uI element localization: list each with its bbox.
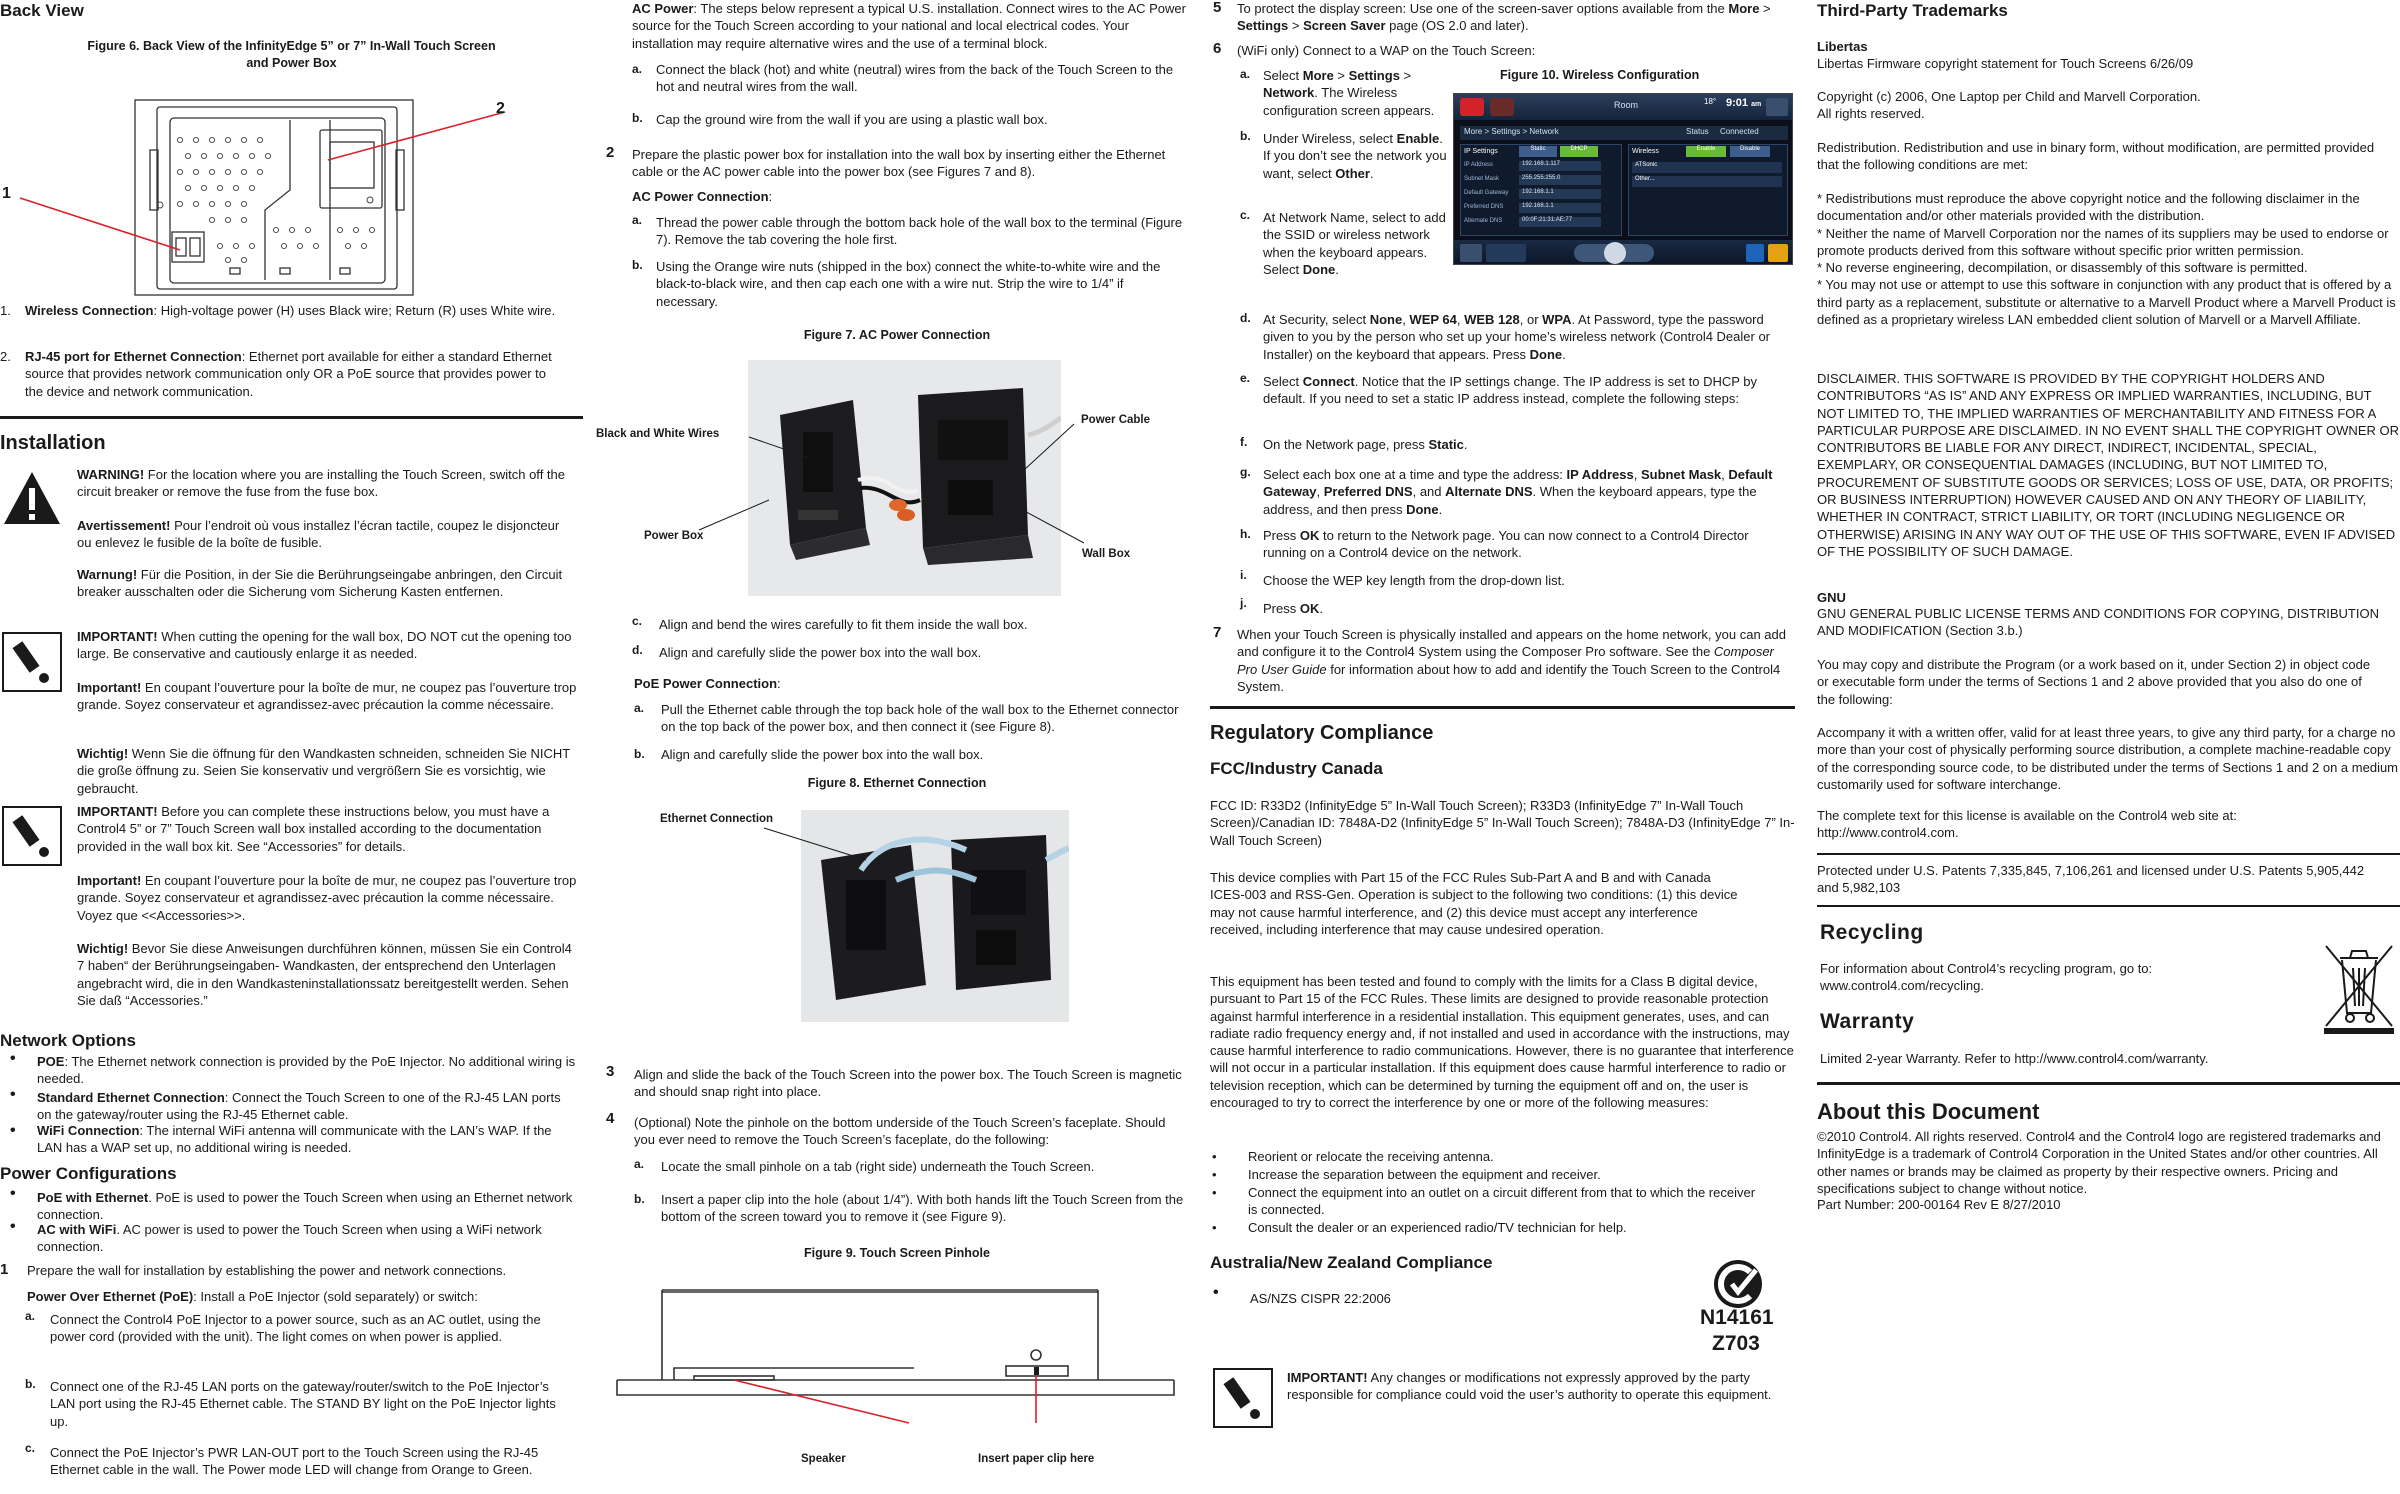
- step-4-text: (Optional) Note the pinhole on the bottom underside of the Touch Screen’s faceplate. Should you ever need to remove the Touch Screen’s faceplate, do the following:: [634, 1115, 1166, 1148]
- section-rule: [0, 416, 583, 419]
- step-6j-text: Press OK.: [1263, 601, 1323, 616]
- bullet-icon: •: [1212, 1167, 1217, 1182]
- bullet-icon: •: [10, 1122, 16, 1139]
- important-3-text: IMPORTANT! Any changes or modifications not expressly approved by the party responsible for compliance could void the user’s authority to operate this equipment.: [1287, 1370, 1772, 1403]
- power-configurations-title: Power Configurations: [0, 1164, 177, 1183]
- weee-crossed-bin-icon: [2320, 938, 2398, 1036]
- ac-a-text: Connect the black (hot) and white (neutral) wires from the back of the Touch Screen to the hot and neutral wires from the wall.: [656, 62, 1174, 95]
- fcc-measure: Reorient or relocate the receiving antenna.: [1248, 1149, 1494, 1164]
- fig10-ip-value[interactable]: 255.255.255.0: [1519, 175, 1601, 185]
- figure-8-label-ethernet-connection: Ethernet Connection: [660, 813, 774, 825]
- warning-triangle-icon: [2, 470, 62, 526]
- fcc-measure: Increase the separation between the equipment and receiver.: [1248, 1167, 1601, 1182]
- step-2d-letter: d.: [632, 643, 643, 657]
- item-2-number: 2.: [0, 349, 11, 364]
- fig10-ip-row-label: Subnet Mask: [1464, 176, 1500, 182]
- section-rule: [1817, 853, 2400, 855]
- bullet-icon: •: [1212, 1149, 1217, 1164]
- fig10-wireless-panel: [1628, 144, 1788, 236]
- fig10-ssid-row[interactable]: ATSonic: [1632, 162, 1782, 173]
- step-6b-letter: b.: [1240, 129, 1251, 143]
- column-3: [1210, 0, 1795, 1494]
- fig10-back-icon: [1460, 98, 1484, 116]
- step-2-number: 2: [606, 144, 615, 161]
- warning-english: WARNING! For the location where you are installing the Touch Screen, switch off the circuit breaker or remove the fuse from the fuse box.: [77, 467, 565, 500]
- step-4b-letter: b.: [634, 1192, 645, 1206]
- step-2c-letter: c.: [632, 614, 643, 628]
- figure-6-caption-line-1: Figure 6. Back View of the InfinityEdge 5” or 7” In-Wall Touch Screen: [87, 39, 496, 53]
- step-1-number: 1: [0, 1261, 9, 1278]
- step-2b-text: Using the Orange wire nuts (shipped in the box) connect the white-to-white wire and the black-to-black wire, and then cap each one with a wire nut. Strip the wire to 1/4” if necessary.: [656, 259, 1161, 309]
- fig10-nav-icon[interactable]: [1486, 244, 1526, 262]
- gnu-heading: GNU: [1817, 590, 1846, 605]
- redistribution-conditions: * Redistributions must reproduce the above copyright notice and the following disclaimer in the documentation and/or other materials provided with the distribution. * Neither the name of Marvell Corporation nor the names of its suppliers may be used to endorse or promote products derived from this software without specific prior written permission. * No reverse engineering, decompilation, or disassembly of this software is permitted. * You may not use or attempt to use this software in conjunction with any product that is offered by a third party as a replacement, substitute or alternative to a Marvell Product where a Marvell Product is defined as a proprietary wireless LAN embedded client solution of Marvell or a Marvell Affiliate.: [1817, 191, 2396, 327]
- ac-connection-heading: AC Power Connection:: [632, 189, 773, 204]
- column-1: [0, 0, 583, 1494]
- all-rights-reserved: All rights reserved.: [1817, 106, 1925, 121]
- redistribution-text: Redistribution. Redistribution and use in binary form, without modification, are permitted provided that the following conditions are met:: [1817, 140, 2375, 173]
- poe-b-text: Align and carefully slide the power box into the wall box.: [661, 747, 984, 762]
- step-4b-text: Insert a paper clip into the hole (about 1/4”). With both hands lift the Touch Screen from the bottom of the screen toward you to remove it (see Figure 9).: [661, 1192, 1184, 1225]
- ac-b-letter: b.: [632, 111, 643, 125]
- fig10-ip-value[interactable]: 192.168.1.1: [1519, 203, 1601, 213]
- fig10-star-icon[interactable]: [1768, 244, 1788, 262]
- step-6-number: 6: [1213, 40, 1222, 57]
- fcc-measure: Connect the equipment into an outlet on a circuit different from that to which the receiver is connected.: [1248, 1185, 1756, 1218]
- fig10-wireless-label: Wireless: [1632, 148, 1659, 155]
- step-1b-letter: b.: [25, 1377, 36, 1391]
- important-1-english: IMPORTANT! When cutting the opening for the wall box, DO NOT cut the opening too large. Be conservative and cautiously enlarge it as needed.: [77, 629, 572, 662]
- step-5-text: To protect the display screen: Use one of the screen-saver options available from the More > Settings > Screen Saver page (OS 2.0 and later).: [1237, 1, 1771, 34]
- fig10-enable-button[interactable]: Enable: [1686, 146, 1726, 157]
- bullet-icon: •: [10, 1185, 16, 1202]
- fcc-paragraph-2: This device complies with Part 15 of the FCC Rules Sub-Part A and B and with Canada ICES-003 and RSS-Gen. Operation is subject to the following two conditions: (1) this device may not cause harmful interference, and (2) this device must accept any interference received, including interference that may cause undesired operation.: [1210, 870, 1738, 937]
- fig10-ip-row-label: Preferred DNS: [1464, 204, 1504, 210]
- section-rule: [1210, 706, 1795, 709]
- fig10-ip-value[interactable]: 192.168.1.1: [1519, 189, 1601, 199]
- fig10-ip-settings-label: IP Settings: [1464, 148, 1498, 155]
- figure-6-callout-2: 2: [496, 100, 505, 117]
- fcc-industry-canada-title: FCC/Industry Canada: [1210, 759, 1383, 778]
- step-6e-letter: e.: [1240, 371, 1251, 385]
- step-1a-letter: a.: [25, 1309, 36, 1323]
- step-4a-letter: a.: [634, 1157, 645, 1171]
- ac-power-intro: AC Power: The steps below represent a typical U.S. installation. Connect wires to the AC Power source for the Touch Screen according to your national and local electrical codes. Your installation may require alternative wires and the use of a terminal block.: [632, 1, 1186, 51]
- step-6d-text: At Security, select None, WEP 64, WEB 128, or WPA. At Password, type the password given to you by the person who set up your home’s wireless network (Control4 Dealer or Installer) on the keyboard that appears. Press Done.: [1263, 312, 1771, 362]
- disclaimer-text: DISCLAIMER. THIS SOFTWARE IS PROVIDED BY THE COPYRIGHT HOLDERS AND CONTRIBUTORS “AS IS” AND ANY EXPRESS OR IMPLIED WARRANTIES, INCLUDING, BUT NOT LIMITED TO, THE IMPLIED WARRANTIES OF MERCHANTABILITY AND FITNESS FOR A PARTICULAR PURPOSE ARE DISCLAIMED. IN NO EVENT SHALL THE COPYRIGHT OWNER OR CONTRIBUTORS BE LIABLE FOR ANY DIRECT, INDIRECT, INCIDENTAL, SPECIAL, EXEMPLARY, OR CONSEQUENTIAL DAMAGES (INCLUDING, BUT NOT LIMITED TO, PROCUREMENT OF SUBSTITUTE GOODS OR SERVICES; LOSS OF USE, DATA, OR PROFITS; OR BUSINESS INTERRUPTION) HOWEVER CAUSED AND ON ANY THEORY OF LIABILITY, WHETHER IN CONTRACT, STRICT LIABILITY, OR TORT (INCLUDING NEGLIGENCE OR OTHERWISE) ARISING IN ANY WAY OUT OF THE USE OF THIS SOFTWARE, EVEN IF ADVISED OF THE POSSIBILITY OF SUCH DAMAGE.: [1817, 371, 2399, 559]
- fig10-ip-value[interactable]: 192.168.1.117: [1519, 161, 1601, 171]
- network-options-title: Network Options: [0, 1031, 137, 1050]
- network-option-wifi: WiFi Connection: The internal WiFi antenna will communicate with the LAN’s WAP. If the LAN has a WAP set up, no additional wiring is needed.: [37, 1123, 552, 1156]
- step-6-text: (WiFi only) Connect to a WAP on the Touch Screen:: [1237, 43, 1536, 58]
- poe-a-text: Pull the Ethernet cable through the top back hole of the wall box to the Ethernet connector on the top back of the power box, and then connect it (see Figure 8).: [661, 702, 1179, 735]
- step-6a-text: Select More > Settings > Network. The Wireless configuration screen appears.: [1263, 68, 1435, 118]
- item-2-text: RJ-45 port for Ethernet Connection: Ethernet port available for either a standard Ethernet source that provides network communication only OR a PoE source that provides power to the device and network communication.: [25, 349, 552, 399]
- step-6c-letter: c.: [1240, 208, 1251, 222]
- important-2-german: Wichtig! Bevor Sie diese Anweisungen durchführen können, müssen Sie ein Control4 7 haben“ der Berührungseingaben- Wandkasten, der entsprechend den Unterlagen angebracht wird, die in den Wandkasteninstallationssatz bereitgestellt werden. Sehen Sie daß “Accessories.”: [77, 941, 572, 1008]
- column-2: [596, 0, 1186, 1494]
- step-2b-letter: b.: [632, 258, 643, 272]
- bullet-icon: •: [10, 1218, 16, 1235]
- figure-6-caption-line-2: and Power Box: [246, 56, 337, 70]
- fig10-ip-row-label: Default Gateway: [1464, 190, 1509, 196]
- figure-7-label-black-white-wires: Black and White Wires: [596, 428, 720, 440]
- step-1b-text: Connect one of the RJ-45 LAN ports on the gateway/router/switch to the PoE Injector’s LAN port using the RJ-45 Ethernet cable. The STAND BY light on the PoE Injector lights up.: [50, 1379, 556, 1429]
- figure-7-caption: Figure 7. AC Power Connection: [803, 328, 991, 342]
- column-4: [1817, 0, 2400, 1494]
- bullet-icon: •: [1212, 1185, 1217, 1200]
- step-1c-text: Connect the PoE Injector’s PWR LAN-OUT port to the Touch Screen using the RJ-45 Ethernet cable in the wall. The Power mode LED will change from Orange to Green.: [50, 1445, 539, 1478]
- step-2d-text: Align and carefully slide the power box into the wall box.: [659, 645, 982, 660]
- warning-french: Avertissement! Pour l’endroit où vous installez l’écran tactile, coupez le disjoncteur ou enlevez le fusible de la boîte de fusible.: [77, 518, 560, 551]
- figure-9-label-speaker: Speaker: [801, 1453, 846, 1465]
- power-config-ac: AC with WiFi. AC power is used to power the Touch Screen when using a WiFi network connection.: [37, 1222, 542, 1255]
- step-3-text: Align and slide the back of the Touch Screen into the power box. The Touch Screen is magnetic and should snap right into place.: [634, 1067, 1182, 1100]
- warranty-text: Limited 2-year Warranty. Refer to http://www.control4.com/warranty.: [1820, 1051, 2209, 1066]
- part-number: Part Number: 200-00164 Rev E 8/27/2010: [1817, 1197, 2061, 1212]
- step-6e-text: Select Connect. Notice that the IP settings change. The IP address is set to DHCP by default. If you need to set a static IP address instead, complete the following steps:: [1263, 374, 1758, 407]
- poe-heading: Power Over Ethernet (PoE): Install a PoE Injector (sold separately) or switch:: [27, 1289, 478, 1304]
- figure-8-callout-line: [604, 820, 1190, 880]
- step-6g-letter: g.: [1240, 465, 1251, 479]
- bullet-icon: •: [10, 1086, 16, 1103]
- item-1-text: Wireless Connection: High-voltage power (H) uses Black wire; Return (R) uses White wire.: [25, 303, 556, 318]
- fig10-dhcp-button[interactable]: DHCP: [1560, 146, 1598, 157]
- olpc-copyright: Copyright (c) 2006, One Laptop per Child and Marvell Corporation.: [1817, 89, 2201, 104]
- step-7-text: When your Touch Screen is physically installed and appears on the home network, you can add and configure it to the Control4 System using the Composer Pro software. See the Composer Pro User Guide for information about how to add and identify the Touch Screen to the Control4 System.: [1237, 627, 1786, 694]
- important-1-german: Wichtig! Wenn Sie die öffnung für den Wandkasten schneiden, schneiden Sie NICHT die große öffnung zu. Seien Sie konservativ und vergrößern Sie es vorsichtig, wie gebraucht.: [77, 746, 570, 796]
- step-6c-text: At Network Name, select to add the SSID or wireless network when the keyboard appears. Select Done.: [1263, 210, 1446, 277]
- c-tick-code-1: N14161: [1700, 1306, 1774, 1329]
- figure-9-pinhole-drawing: [604, 1280, 1190, 1470]
- step-6f-letter: f.: [1240, 435, 1248, 449]
- poe-connection-heading: PoE Power Connection:: [634, 676, 781, 691]
- step-6i-letter: i.: [1240, 568, 1247, 582]
- figure-10-caption: Figure 10. Wireless Configuration: [1500, 68, 1700, 82]
- fig10-nav-icon[interactable]: [1460, 244, 1482, 262]
- gnu-license-title: GNU GENERAL PUBLIC LICENSE TERMS AND CONDITIONS FOR COPYING, DISTRIBUTION AND MODIFICATION (Section 3.b.): [1817, 606, 2379, 639]
- step-3-number: 3: [606, 1063, 615, 1080]
- section-rule: [1817, 905, 2400, 907]
- recycling-title: Recycling: [1820, 921, 1924, 944]
- libertas-statement: Libertas Firmware copyright statement for Touch Screens 6/26/09: [1817, 56, 2194, 71]
- poe-a-letter: a.: [634, 701, 645, 715]
- figure-9-label-insert-paper-clip: Insert paper clip here: [978, 1453, 1095, 1465]
- figure-7-label-power-cable: Power Cable: [1081, 414, 1151, 426]
- fig10-time: 9:01 am: [1726, 97, 1762, 109]
- figure-7-label-wall-box: Wall Box: [1082, 548, 1131, 560]
- ac-b-text: Cap the ground wire from the wall if you are using a plastic wall box.: [656, 112, 1048, 127]
- step-1-text: Prepare the wall for installation by establishing the power and network connections.: [27, 1263, 507, 1278]
- step-6g-text: Select each box one at a time and type the address: IP Address, Subnet Mask, Default Gateway, Preferred DNS, and Alternate DNS. When the keyboard appears, type the address, and then press Done.: [1263, 467, 1773, 517]
- step-1c-letter: c.: [25, 1441, 36, 1455]
- installation-title: Installation: [0, 432, 106, 454]
- fig10-ssid-row[interactable]: Other...: [1632, 176, 1782, 187]
- gnu-paragraph-3: Accompany it with a written offer, valid for at least three years, to give any third party, for a charge no more than your cost of physically performing source distribution, a complete machine-readable copy of the corresponding source code, to be distributed under the terms of Sections 1 and 2 on a medium customarily used for software interchange.: [1817, 725, 2399, 792]
- step-4a-text: Locate the small pinhole on a tab (right side) underneath the Touch Screen.: [661, 1159, 1095, 1174]
- section-rule: [1817, 1082, 2400, 1085]
- power-config-poe: PoE with Ethernet. PoE is used to power the Touch Screen when using an Ethernet network connection.: [37, 1190, 573, 1223]
- step-6j-letter: j.: [1240, 596, 1247, 610]
- fig10-room: Room: [1614, 100, 1639, 110]
- step-2-text: Prepare the plastic power box for installation into the wall box by inserting either the Ethernet cable or the AC power cable into the power box (see Figures 7 and 8).: [632, 147, 1166, 180]
- bullet-icon: •: [10, 1050, 16, 1067]
- figure-7-label-power-box: Power Box: [644, 530, 704, 542]
- australia-nz-compliance-title: Australia/New Zealand Compliance: [1210, 1253, 1493, 1272]
- fig10-static-button[interactable]: Static: [1519, 146, 1557, 157]
- ac-a-letter: a.: [632, 62, 643, 76]
- bullet-icon: •: [1212, 1220, 1217, 1235]
- fig10-play-icon[interactable]: [1604, 242, 1626, 264]
- step-7-number: 7: [1213, 624, 1222, 641]
- c-tick-code-2: Z703: [1712, 1332, 1760, 1355]
- figure-6-callout-1: 1: [2, 185, 11, 202]
- important-1-french: Important! En coupant l’ouverture pour la boîte de mur, ne coupez pas l’ouverture trop grande. Soyez conservateur et agrandissez-avec précaution la comme nécessaire.: [77, 680, 577, 713]
- libertas-heading: Libertas: [1817, 39, 1868, 54]
- figure-6-back-view-drawing: [0, 90, 583, 305]
- important-2-french: Important! En coupant l’ouverture pour la boîte de mur, ne coupez pas l’ouverture trop grande. Soyez conservateur et agrandissez-avec précaution la comme nécessaire. Voyez que <<Accessories>>.: [77, 873, 577, 923]
- step-6f-text: On the Network page, press Static.: [1263, 437, 1468, 452]
- gnu-paragraph-2: You may copy and distribute the Program (or a work based on it, under Section 2) in object code or executable form under the terms of Sections 1 and 2 above provided that you also do one of the following:: [1817, 657, 2371, 707]
- step-6b-text: Under Wireless, select Enable. If you don’t see the network you want, select Other.: [1263, 131, 1447, 181]
- step-6i-text: Choose the WEP key length from the drop-down list.: [1263, 573, 1565, 588]
- fig10-home-icon: [1490, 98, 1514, 116]
- figure-10-wireless-configuration-screen: [1453, 93, 1793, 265]
- step-6d-letter: d.: [1240, 311, 1251, 325]
- patents-text: Protected under U.S. Patents 7,335,845, 7,106,261 and licensed under U.S. Patents 5,905,442 and 5,982,103: [1817, 863, 2365, 896]
- back-view-title: Back View: [0, 1, 84, 20]
- figure-8-caption: Figure 8. Ethernet Connection: [807, 776, 987, 790]
- fcc-id-text: FCC ID: R33D2 (InfinityEdge 5” In-Wall Touch Screen); R33D3 (InfinityEdge 7” In-Wall Touch Screen)/Canadian ID: 7848A-D2 (InfinityEdge 5” In-Wall Touch Screen); 7848A-D3 (InfinityEdge 7” In-Wall Touch Screen): [1210, 798, 1795, 848]
- important-icon: [2, 806, 62, 866]
- step-4-number: 4: [606, 1110, 615, 1127]
- step-1a-text: Connect the Control4 PoE Injector to a power source, such as an AC outlet, using the power cord (provided with the unit). The light comes on when power is applied.: [50, 1312, 541, 1345]
- step-2c-text: Align and bend the wires carefully to fit them inside the wall box.: [659, 617, 1028, 632]
- item-1-number: 1.: [0, 303, 11, 318]
- important-icon: [2, 632, 62, 692]
- fig10-status-value: Connected: [1720, 127, 1759, 136]
- fig10-ip-row-label: IP Address: [1464, 162, 1493, 168]
- step-2a-text: Thread the power cable through the bottom back hole of the wall box to the terminal (Figure 7). Remove the tab covering the hole first.: [656, 215, 1183, 248]
- step-5-number: 5: [1213, 0, 1222, 16]
- network-option-poe: POE: The Ethernet network connection is provided by the PoE Injector. No additional wiring is needed.: [37, 1054, 576, 1087]
- bullet-icon: •: [1213, 1284, 1219, 1301]
- poe-b-letter: b.: [634, 747, 645, 761]
- fig10-temp: 18°: [1704, 97, 1717, 106]
- fig10-breadcrumb: More > Settings > Network: [1464, 127, 1559, 136]
- about-document-title: About this Document: [1817, 1099, 2040, 1124]
- important-2-english: IMPORTANT! Before you can complete these instructions below, you must have a Control4 5” or 7” Touch Screen wall box installed according to the documentation provided in the wall box kit. See “Accessories” for details.: [77, 804, 550, 854]
- recycling-text: For information about Control4’s recycling program, go to: www.control4.com/recycling.: [1820, 961, 2153, 994]
- important-icon: [1213, 1368, 1273, 1428]
- fig10-ip-value[interactable]: 00:0F:21:31:AE:77: [1519, 217, 1601, 227]
- fig10-help-icon[interactable]: [1746, 244, 1764, 262]
- warning-german: Warnung! Für die Position, in der Sie die Berührungseingabe anbringen, den Circuit breaker ausschalten oder die Sicherung vom Sicherung Kasten entfernen.: [77, 567, 563, 600]
- about-document-text: ©2010 Control4. All rights reserved. Control4 and the Control4 logo are registered trademarks and InfinityEdge is a trademark of Control4 Corporation in the United States and/or other countries. All other names or brands may be claimed as property by their respective owners. Pricing and specifications subject to change without notice.: [1817, 1129, 2381, 1196]
- figure-7-callout-lines: [604, 400, 1190, 580]
- step-2a-letter: a.: [632, 213, 643, 227]
- step-6a-letter: a.: [1240, 67, 1251, 81]
- fig10-status-label: Status: [1686, 127, 1709, 136]
- fcc-paragraph-3: This equipment has been tested and found to comply with the limits for a Class B digital device, pursuant to Part 15 of the FCC Rules. These limits are designed to provide reasonable protection against harmful interference in a residential installation. This equipment generates, uses, and can radiate radio frequency energy and, if not installed and used in accordance with the instructions, may cause harmful interference to radio communications. However, there is no guarantee that interference will not occur in a particular installation. If this equipment does cause harmful interference to radio or television reception, which can be determined by turning the equipment off and on, the user is encouraged to try to correct the interference by one or more of the following measures:: [1210, 974, 1794, 1110]
- step-6h-letter: h.: [1240, 527, 1251, 541]
- third-party-trademarks-title: Third-Party Trademarks: [1817, 1, 2008, 20]
- gnu-paragraph-4: The complete text for this license is available on the Control4 web site at: http://www.control4.com.: [1817, 808, 2237, 841]
- fig10-menu-icon: [1766, 98, 1788, 116]
- step-6h-text: Press OK to return to the Network page. You can now connect to a Control4 Director running on a Control4 device on the network.: [1263, 528, 1749, 561]
- fig10-disable-button[interactable]: Disable: [1730, 146, 1770, 157]
- fcc-measure: Consult the dealer or an experienced radio/TV technician for help.: [1248, 1220, 1627, 1235]
- regulatory-compliance-title: Regulatory Compliance: [1210, 722, 1434, 744]
- anz-standard: AS/NZS CISPR 22:2006: [1250, 1291, 1391, 1306]
- warranty-title: Warranty: [1820, 1010, 1915, 1033]
- network-option-ethernet: Standard Ethernet Connection: Connect the Touch Screen to one of the RJ-45 LAN ports on the gateway/router using the RJ-45 Ethernet cable.: [37, 1090, 561, 1123]
- fig10-ip-row-label: Alternate DNS: [1464, 218, 1503, 224]
- figure-9-caption: Figure 9. Touch Screen Pinhole: [804, 1246, 990, 1260]
